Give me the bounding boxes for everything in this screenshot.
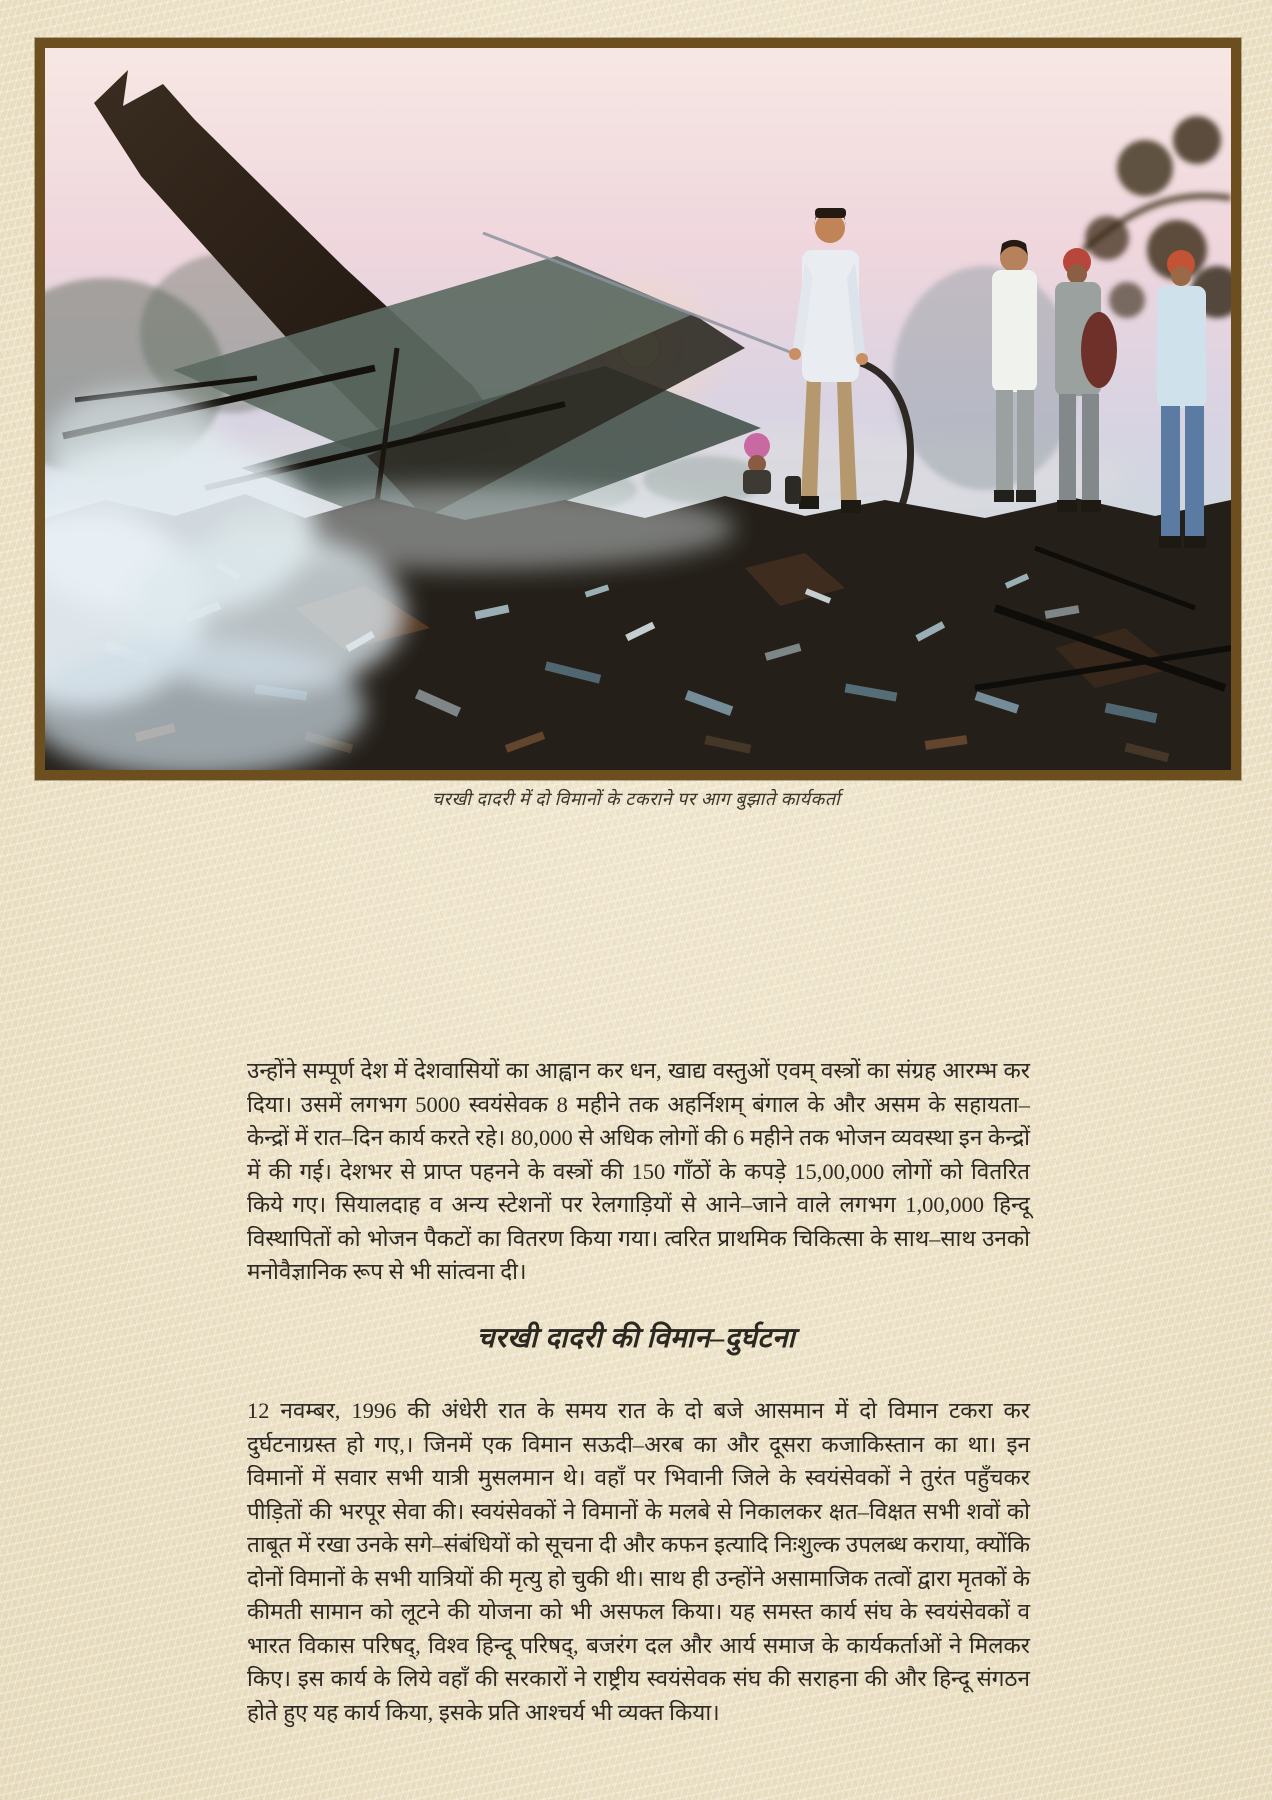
photo-caption: चरखी दादरी में दो विमानों के टकराने पर आग बुझाते कार्यकर्ता [431, 789, 841, 809]
photo-frame [35, 38, 1241, 780]
body-paragraph-1: उन्होंने सम्पूर्ण देश में देशवासियों का आह्वान कर धन, खाद्य वस्तुओं एवम् वस्त्रों का संग्रह आरम्भ कर दिया। उसमें लगभग 5000 स्वयंसेवक 8 महीने तक अहर्निशम् बंगाल के और असम के सहायता– केन्द्रों में रात–दिन कार्य करते रहे। 80,000 से अधिक लोगों की 6 महीने तक भोजन व्यवस्था इन केन्द्रों में की गई। देशभर से प्राप्त पहनने के वस्त्रों की 150 गाँठों के कपड़े 15,00,000 लोगों को वितरित किये गए। सियालदाह व अन्य स्टेशनों पर रेलगाड़ियों से आने–जाने वाले लगभग 1,00,000 हिन्दू विस्थापितों को भोजन पैकटों का वितरण किया गया। त्वरित प्राथमिक चिकित्सा के साथ–साथ उनको मनोवैज्ञानिक रूप से भी सांत्वना दी। [247, 1058, 1030, 1284]
section-heading: चरखी दादरी की विमान–दुर्घटना [476, 1323, 796, 1354]
body-paragraph-2: 12 नवम्बर, 1996 की अंधेरी रात के समय रात के दो बजे आसमान में दो विमान टकरा कर दुर्घटनाग्रस्त हो गए,। जिनमें एक विमान सऊदी–अरब का और दूसरा कजाकिस्तान का था। इन विमानों में सवार सभी यात्री मुसलमान थे। वहाँ पर भिवानी जिले के स्वयंसेवकों ने तुरंत पहुँचकर पीड़ितों की भरपूर सेवा की। स्वयंसेवकों ने विमानों के मलबे से निकालकर क्षत–विक्षत सभी शवों को ताबूत में रखा उनके सगे–संबंधियों को सूचना दी और कफन इत्यादि निःशुल्क उपलब्ध कराया, क्योंकि दोनों विमानों के सभी यात्रियों की मृत्यु हो चुकी थी। साथ ही उन्होंने असामाजिक तत्वों द्वारा मृतकों के कीमती सामान को लूटने की योजना को भी असफल किया। यह समस्त कार्य संघ के स्वयंसेवकों व भारत विकास परिषद्, विश्व हिन्दू परिषद्, बजरंग दल और आर्य समाज के कार्यकर्ताओं ने मिलकर किए। इस कार्य के लिये वहाँ की सरकारों ने राष्ट्रीय स्वयंसेवक संघ की सराहना की और हिन्दू संगठन होते हुए यह कार्य किया, इसके प्रति आश्चर्य भी व्यक्त किया। [247, 1398, 1030, 1725]
crash-site-photo [45, 48, 1231, 770]
